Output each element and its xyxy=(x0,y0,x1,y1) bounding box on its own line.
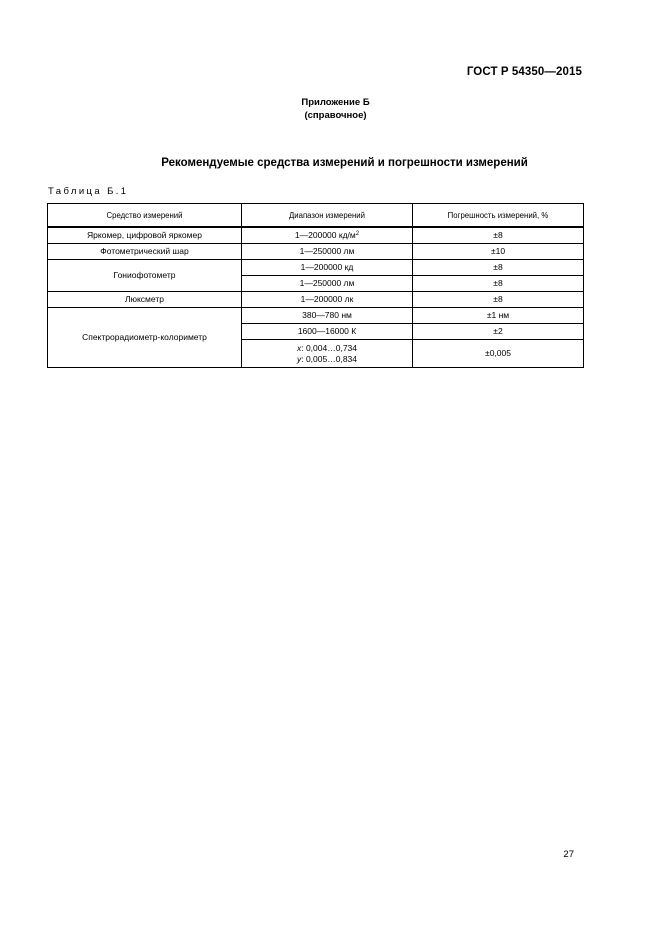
error-cell: ±0,005 xyxy=(413,340,584,368)
appendix-type: (справочное) xyxy=(304,110,367,121)
error-cell: ±2 xyxy=(413,324,584,340)
appendix-title-block xyxy=(0,96,661,122)
range-cell: 1—200000 лк xyxy=(242,292,413,308)
x-range: : 0,004…0,734 xyxy=(301,342,357,353)
chromaticity-y xyxy=(246,354,408,365)
table-row xyxy=(48,292,584,308)
range-cell: 380—780 нм xyxy=(242,308,413,324)
section-heading-text: Рекомендуемые средства измерений и погрешности измерений xyxy=(161,157,528,169)
range-cell: 1—250000 лм xyxy=(242,244,413,260)
range-cell: 1—250000 лм xyxy=(242,276,413,292)
column-header-error: Погрешность измерений, % xyxy=(413,204,584,228)
table-row xyxy=(48,244,584,260)
instrument-cell: Яркомер, цифровой яркомер xyxy=(48,227,242,244)
error-cell: ±1 нм xyxy=(413,308,584,324)
error-cell: ±8 xyxy=(413,276,584,292)
table-caption: Таблица Б.1 xyxy=(48,186,129,197)
range-cell: 1600—16000 К xyxy=(242,324,413,340)
range-value: 1—200000 кд/м xyxy=(294,230,356,240)
y-range: : 0,005…0,834 xyxy=(301,353,357,364)
page-number: 27 xyxy=(563,849,574,860)
instrument-cell: Люксметр xyxy=(48,292,242,308)
error-cell: ±8 xyxy=(413,260,584,276)
range-superscript: 2 xyxy=(355,231,360,237)
column-header-range: Диапазон измерений xyxy=(242,204,413,228)
column-header-instrument: Средство измерений xyxy=(48,204,242,228)
section-heading xyxy=(0,157,661,169)
table-row xyxy=(48,227,584,244)
table-row xyxy=(48,260,584,276)
x-label: x xyxy=(296,342,302,353)
appendix-title: Приложение Б xyxy=(301,97,370,108)
chromaticity-x xyxy=(246,343,408,354)
instrument-cell: Гониофотометр xyxy=(48,260,242,292)
error-cell: ±8 xyxy=(413,227,584,244)
table-row xyxy=(48,308,584,324)
range-cell xyxy=(242,227,413,244)
range-cell xyxy=(242,340,413,368)
standard-number: ГОСТ Р 54350—2015 xyxy=(466,66,582,78)
range-cell: 1—200000 кд xyxy=(242,260,413,276)
measurement-table xyxy=(47,203,584,368)
y-label: y xyxy=(296,353,302,364)
instrument-cell: Фотометрический шар xyxy=(48,244,242,260)
instrument-cell: Спектрорадиометр-колориметр xyxy=(48,308,242,368)
error-cell: ±10 xyxy=(413,244,584,260)
table-header-row xyxy=(48,204,584,228)
error-cell: ±8 xyxy=(413,292,584,308)
